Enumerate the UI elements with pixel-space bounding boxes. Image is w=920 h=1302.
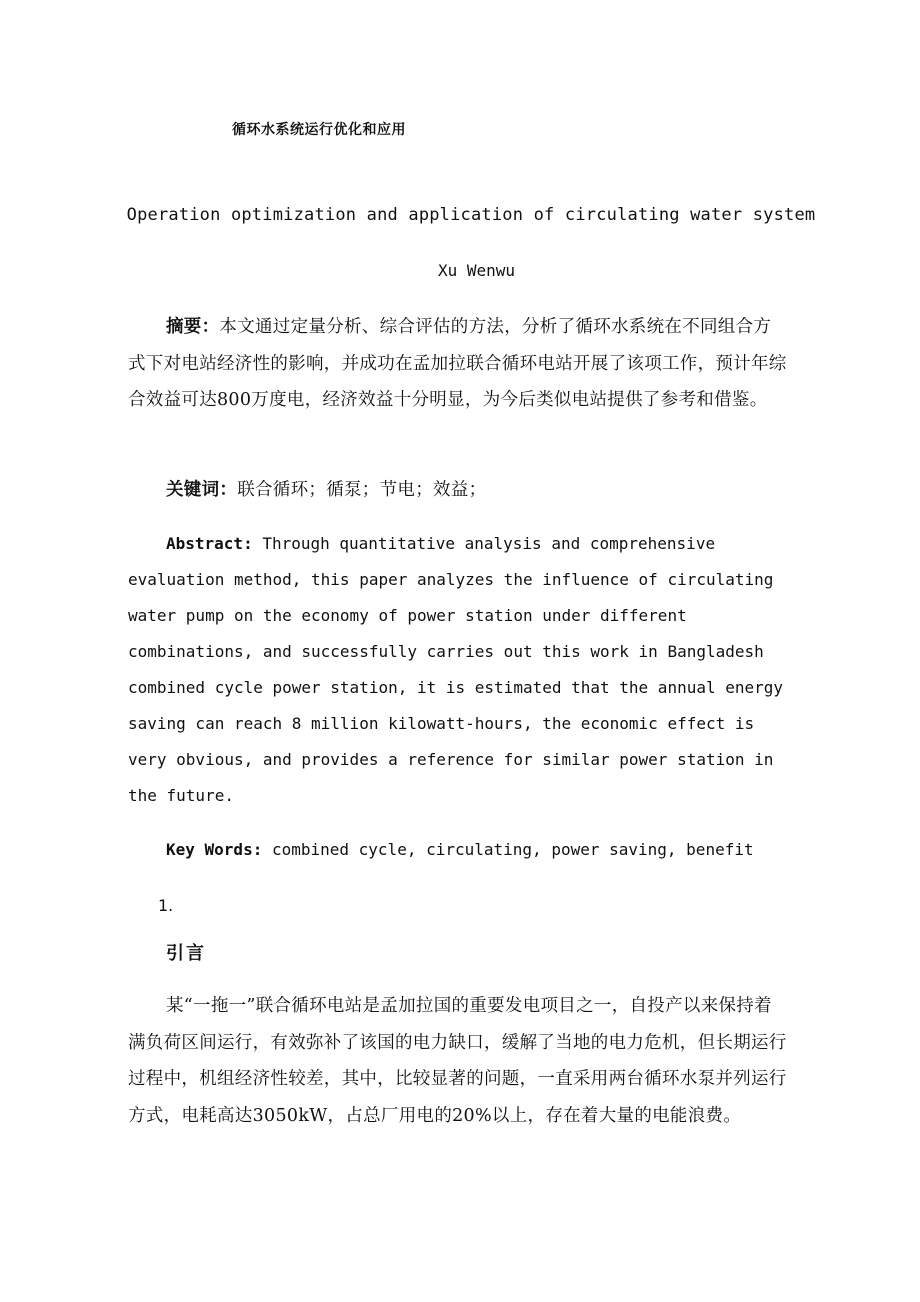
section-number: 1. bbox=[158, 896, 174, 915]
keywords-english bbox=[166, 832, 836, 868]
section-title: 引言 bbox=[166, 943, 206, 964]
abstract-english-text: Through quantitative analysis and comprehensive evaluation method, this paper analyzes the influence of circulating water pump on the economy of power station under different combinations, and successfully carries out this work in Bangladesh combined cycle power station, it is estimated that the annual energy saving can reach 8 million kilowatt-hours, the economic effect is very obvious, and provides a reference for similar power station in the future. bbox=[128, 534, 784, 805]
title-chinese: 循环水系统运行优化和应用 bbox=[232, 122, 406, 138]
abstract-chinese-label: 摘要： bbox=[166, 317, 220, 337]
abstract-chinese-text: 本文通过定量分析、综合评估的方法，分析了循环水系统在不同组合方式下对电站经济性的影响，并成功在孟加拉联合循环电站开展了该项工作，预计年综合效益可达800万度电，经济效益十分明显，为今后类似电站提供了参考和借鉴。 bbox=[128, 317, 787, 410]
introduction-paragraph: 某“一拖一”联合循环电站是孟加拉国的重要发电项目之一，自投产以来保持着满负荷区间运行，有效弥补了该国的电力缺口，缓解了当地的电力危机，但长期运行过程中，机组经济性较差，其中，比较显著的问题，一直采用两台循环水泵并列运行方式，电耗高达3050kW，占总厂用电的20%以上，存在着大量的电能浪费。 bbox=[128, 996, 787, 1126]
abstract-english-label: Abstract: bbox=[166, 534, 253, 553]
keywords-english-label: Key Words: bbox=[166, 840, 263, 859]
abstract-english bbox=[128, 526, 798, 814]
abstract-chinese bbox=[128, 309, 788, 419]
keywords-chinese bbox=[128, 472, 788, 509]
title-english: Operation optimization and application of circulating water system bbox=[126, 205, 816, 225]
keywords-english-text: combined cycle, circulating, power saving, benefit bbox=[262, 840, 754, 859]
author-name: Xu Wenwu bbox=[438, 261, 516, 280]
keywords-chinese-text: 联合循环；循泵；节电；效益； bbox=[237, 480, 487, 500]
keywords-chinese-label: 关键词： bbox=[166, 480, 238, 500]
